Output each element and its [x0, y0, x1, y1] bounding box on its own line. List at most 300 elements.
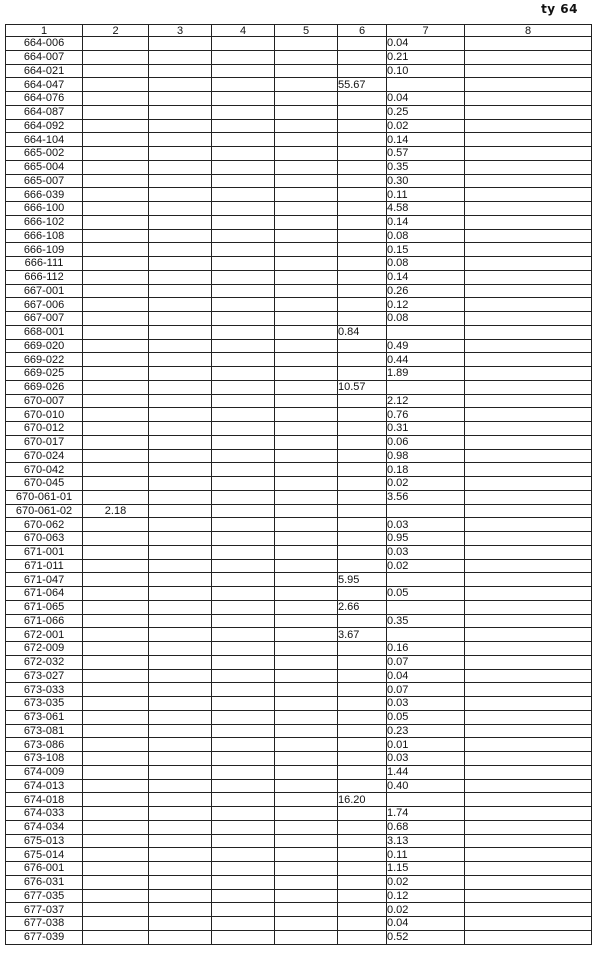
column-8-cell	[465, 614, 592, 628]
column-8-cell	[465, 862, 592, 876]
column-8-cell	[465, 683, 592, 697]
column-8-cell	[465, 930, 592, 944]
column-6-cell: 3.67	[338, 628, 387, 642]
table-row	[6, 449, 592, 463]
column-8-cell	[465, 367, 592, 381]
column-8-cell	[465, 257, 592, 271]
column-6-cell	[338, 174, 387, 188]
column-4-cell	[212, 655, 275, 669]
column-6-cell	[338, 490, 387, 504]
column-header-4: 4	[212, 25, 275, 37]
column-5-cell	[275, 257, 338, 271]
column-4-cell	[212, 573, 275, 587]
column-8-cell	[465, 229, 592, 243]
column-5-cell	[275, 683, 338, 697]
column-7-cell	[387, 573, 465, 587]
column-8-cell	[465, 655, 592, 669]
column-8-cell	[465, 105, 592, 119]
column-5-cell	[275, 325, 338, 339]
column-4-cell	[212, 834, 275, 848]
column-3-cell	[149, 105, 212, 119]
table-row	[6, 573, 592, 587]
table-row	[6, 367, 592, 381]
column-8-cell	[465, 697, 592, 711]
table-row	[6, 875, 592, 889]
column-7-cell: 0.10	[387, 64, 465, 78]
column-2-cell	[83, 215, 149, 229]
column-3-cell	[149, 862, 212, 876]
column-7-cell: 0.14	[387, 270, 465, 284]
table-row	[6, 188, 592, 202]
parcel-id-cell: 668-001	[6, 325, 83, 339]
table-row	[6, 834, 592, 848]
table-row	[6, 257, 592, 271]
column-3-cell	[149, 490, 212, 504]
column-3-cell	[149, 449, 212, 463]
column-7-cell: 0.03	[387, 752, 465, 766]
parcel-id-cell: 669-025	[6, 367, 83, 381]
column-5-cell	[275, 78, 338, 92]
column-3-cell	[149, 573, 212, 587]
column-5-cell	[275, 37, 338, 51]
column-4-cell	[212, 820, 275, 834]
column-7-cell: 0.04	[387, 917, 465, 931]
column-3-cell	[149, 793, 212, 807]
column-8-cell	[465, 765, 592, 779]
parcel-id-cell: 666-039	[6, 188, 83, 202]
column-5-cell	[275, 133, 338, 147]
column-5-cell	[275, 545, 338, 559]
column-3-cell	[149, 724, 212, 738]
column-8-cell	[465, 37, 592, 51]
parcel-id-cell: 674-033	[6, 807, 83, 821]
column-2-cell	[83, 119, 149, 133]
column-2-cell	[83, 243, 149, 257]
column-5-cell	[275, 669, 338, 683]
column-7-cell: 0.07	[387, 683, 465, 697]
table-row	[6, 752, 592, 766]
column-6-cell	[338, 807, 387, 821]
column-7-cell: 0.44	[387, 353, 465, 367]
column-6-cell: 2.66	[338, 600, 387, 614]
column-6-cell	[338, 243, 387, 257]
parcel-id-cell: 671-001	[6, 545, 83, 559]
column-7-cell: 3.13	[387, 834, 465, 848]
column-4-cell	[212, 133, 275, 147]
column-6-cell	[338, 875, 387, 889]
column-4-cell	[212, 889, 275, 903]
column-7-cell: 0.04	[387, 37, 465, 51]
column-2-cell	[83, 92, 149, 106]
column-2-cell	[83, 229, 149, 243]
column-8-cell	[465, 738, 592, 752]
column-3-cell	[149, 215, 212, 229]
parcel-id-cell: 671-011	[6, 559, 83, 573]
column-3-cell	[149, 78, 212, 92]
column-2-cell	[83, 642, 149, 656]
column-5-cell	[275, 408, 338, 422]
parcel-id-cell: 677-039	[6, 930, 83, 944]
column-4-cell	[212, 504, 275, 518]
column-2-cell	[83, 889, 149, 903]
table-row	[6, 298, 592, 312]
column-2-cell	[83, 820, 149, 834]
column-5-cell	[275, 518, 338, 532]
column-7-cell: 0.95	[387, 532, 465, 546]
column-5-cell	[275, 119, 338, 133]
column-4-cell	[212, 724, 275, 738]
column-4-cell	[212, 697, 275, 711]
parcel-id-cell: 672-032	[6, 655, 83, 669]
column-2-cell	[83, 848, 149, 862]
column-7-cell: 0.05	[387, 587, 465, 601]
column-5-cell	[275, 298, 338, 312]
table-row	[6, 793, 592, 807]
column-4-cell	[212, 202, 275, 216]
column-4-cell	[212, 862, 275, 876]
column-2-cell	[83, 257, 149, 271]
column-7-cell: 1.89	[387, 367, 465, 381]
column-5-cell	[275, 229, 338, 243]
column-6-cell	[338, 614, 387, 628]
column-2-cell: 2.18	[83, 504, 149, 518]
column-2-cell	[83, 270, 149, 284]
table-row	[6, 642, 592, 656]
column-2-cell	[83, 298, 149, 312]
parcel-id-cell: 664-104	[6, 133, 83, 147]
parcel-id-cell: 674-018	[6, 793, 83, 807]
column-6-cell	[338, 229, 387, 243]
column-5-cell	[275, 600, 338, 614]
column-6-cell	[338, 147, 387, 161]
column-2-cell	[83, 353, 149, 367]
parcel-id-cell: 667-001	[6, 284, 83, 298]
column-6-cell	[338, 669, 387, 683]
column-4-cell	[212, 229, 275, 243]
column-2-cell	[83, 752, 149, 766]
column-5-cell	[275, 889, 338, 903]
column-5-cell	[275, 559, 338, 573]
column-2-cell	[83, 669, 149, 683]
column-2-cell	[83, 408, 149, 422]
table-row	[6, 270, 592, 284]
table-row	[6, 862, 592, 876]
column-8-cell	[465, 325, 592, 339]
column-7-cell	[387, 78, 465, 92]
column-5-cell	[275, 930, 338, 944]
parcel-id-cell: 666-102	[6, 215, 83, 229]
column-4-cell	[212, 298, 275, 312]
column-2-cell	[83, 160, 149, 174]
column-7-cell: 0.08	[387, 312, 465, 326]
parcel-id-cell: 669-022	[6, 353, 83, 367]
column-4-cell	[212, 92, 275, 106]
column-3-cell	[149, 408, 212, 422]
column-7-cell: 0.52	[387, 930, 465, 944]
column-7-cell: 0.21	[387, 50, 465, 64]
column-5-cell	[275, 202, 338, 216]
column-4-cell	[212, 380, 275, 394]
column-3-cell	[149, 628, 212, 642]
column-5-cell	[275, 50, 338, 64]
table-row	[6, 408, 592, 422]
column-5-cell	[275, 807, 338, 821]
column-6-cell	[338, 270, 387, 284]
column-7-cell: 0.26	[387, 284, 465, 298]
parcel-id-cell: 675-013	[6, 834, 83, 848]
column-2-cell	[83, 614, 149, 628]
column-6-cell	[338, 422, 387, 436]
parcel-id-cell: 664-021	[6, 64, 83, 78]
table-row	[6, 312, 592, 326]
column-8-cell	[465, 78, 592, 92]
parcel-id-cell: 664-006	[6, 37, 83, 51]
column-7-cell: 4.58	[387, 202, 465, 216]
column-3-cell	[149, 834, 212, 848]
column-2-cell	[83, 105, 149, 119]
column-3-cell	[149, 504, 212, 518]
column-6-cell	[338, 559, 387, 573]
column-3-cell	[149, 394, 212, 408]
column-4-cell	[212, 793, 275, 807]
column-8-cell	[465, 422, 592, 436]
column-3-cell	[149, 174, 212, 188]
column-8-cell	[465, 573, 592, 587]
column-5-cell	[275, 504, 338, 518]
column-header-1: 1	[6, 25, 83, 37]
column-8-cell	[465, 724, 592, 738]
table-row	[6, 820, 592, 834]
column-5-cell	[275, 367, 338, 381]
column-2-cell	[83, 738, 149, 752]
column-5-cell	[275, 710, 338, 724]
column-5-cell	[275, 160, 338, 174]
column-3-cell	[149, 243, 212, 257]
column-2-cell	[83, 477, 149, 491]
column-5-cell	[275, 917, 338, 931]
column-8-cell	[465, 160, 592, 174]
column-8-cell	[465, 353, 592, 367]
column-6-cell	[338, 257, 387, 271]
column-2-cell	[83, 449, 149, 463]
table-row	[6, 284, 592, 298]
column-4-cell	[212, 394, 275, 408]
column-3-cell	[149, 710, 212, 724]
column-2-cell	[83, 37, 149, 51]
column-3-cell	[149, 270, 212, 284]
column-2-cell	[83, 683, 149, 697]
column-6-cell	[338, 312, 387, 326]
column-4-cell	[212, 752, 275, 766]
column-5-cell	[275, 188, 338, 202]
column-2-cell	[83, 312, 149, 326]
column-6-cell	[338, 655, 387, 669]
column-7-cell: 0.11	[387, 848, 465, 862]
column-5-cell	[275, 353, 338, 367]
column-3-cell	[149, 848, 212, 862]
column-8-cell	[465, 188, 592, 202]
column-4-cell	[212, 779, 275, 793]
column-3-cell	[149, 738, 212, 752]
column-6-cell	[338, 752, 387, 766]
column-3-cell	[149, 188, 212, 202]
column-4-cell	[212, 463, 275, 477]
column-2-cell	[83, 600, 149, 614]
column-6-cell	[338, 50, 387, 64]
column-4-cell	[212, 284, 275, 298]
column-8-cell	[465, 807, 592, 821]
column-8-cell	[465, 518, 592, 532]
column-4-cell	[212, 339, 275, 353]
column-7-cell: 0.18	[387, 463, 465, 477]
column-8-cell	[465, 463, 592, 477]
column-6-cell	[338, 188, 387, 202]
column-2-cell	[83, 655, 149, 669]
parcel-id-cell: 677-035	[6, 889, 83, 903]
column-6-cell	[338, 64, 387, 78]
column-5-cell	[275, 490, 338, 504]
column-7-cell: 0.23	[387, 724, 465, 738]
column-5-cell	[275, 532, 338, 546]
parcel-id-cell: 664-007	[6, 50, 83, 64]
column-8-cell	[465, 752, 592, 766]
column-7-cell	[387, 325, 465, 339]
parcel-id-cell: 672-001	[6, 628, 83, 642]
column-4-cell	[212, 477, 275, 491]
column-4-cell	[212, 147, 275, 161]
table-row	[6, 697, 592, 711]
column-7-cell	[387, 600, 465, 614]
table-row	[6, 903, 592, 917]
column-5-cell	[275, 463, 338, 477]
column-6-cell	[338, 724, 387, 738]
column-2-cell	[83, 532, 149, 546]
table-row	[6, 545, 592, 559]
column-5-cell	[275, 587, 338, 601]
column-3-cell	[149, 367, 212, 381]
parcel-id-cell: 674-013	[6, 779, 83, 793]
column-4-cell	[212, 903, 275, 917]
table-body	[6, 37, 592, 945]
column-8-cell	[465, 490, 592, 504]
column-2-cell	[83, 697, 149, 711]
table-row	[6, 174, 592, 188]
column-5-cell	[275, 422, 338, 436]
column-7-cell	[387, 793, 465, 807]
parcel-id-cell: 677-038	[6, 917, 83, 931]
column-3-cell	[149, 889, 212, 903]
column-5-cell	[275, 64, 338, 78]
column-8-cell	[465, 92, 592, 106]
column-2-cell	[83, 435, 149, 449]
column-2-cell	[83, 573, 149, 587]
table-row	[6, 518, 592, 532]
column-3-cell	[149, 642, 212, 656]
column-3-cell	[149, 422, 212, 436]
column-2-cell	[83, 367, 149, 381]
column-7-cell: 0.49	[387, 339, 465, 353]
column-4-cell	[212, 105, 275, 119]
column-8-cell	[465, 64, 592, 78]
column-8-cell	[465, 793, 592, 807]
column-4-cell	[212, 587, 275, 601]
column-8-cell	[465, 380, 592, 394]
parcel-id-cell: 665-007	[6, 174, 83, 188]
column-7-cell: 0.02	[387, 903, 465, 917]
column-4-cell	[212, 174, 275, 188]
column-8-cell	[465, 298, 592, 312]
column-3-cell	[149, 50, 212, 64]
column-4-cell	[212, 642, 275, 656]
table-row	[6, 889, 592, 903]
column-6-cell	[338, 284, 387, 298]
column-3-cell	[149, 917, 212, 931]
column-7-cell: 1.15	[387, 862, 465, 876]
column-header-8: 8	[465, 25, 592, 37]
column-3-cell	[149, 202, 212, 216]
parcel-id-cell: 666-108	[6, 229, 83, 243]
column-3-cell	[149, 587, 212, 601]
column-5-cell	[275, 793, 338, 807]
table-row	[6, 490, 592, 504]
column-3-cell	[149, 37, 212, 51]
parcel-id-cell: 673-108	[6, 752, 83, 766]
parcel-id-cell: 671-065	[6, 600, 83, 614]
parcel-id-cell: 665-004	[6, 160, 83, 174]
column-2-cell	[83, 64, 149, 78]
parcel-id-cell: 674-034	[6, 820, 83, 834]
column-8-cell	[465, 449, 592, 463]
column-5-cell	[275, 147, 338, 161]
parcel-id-cell: 673-081	[6, 724, 83, 738]
column-7-cell: 0.68	[387, 820, 465, 834]
column-8-cell	[465, 628, 592, 642]
table-row	[6, 477, 592, 491]
column-2-cell	[83, 325, 149, 339]
column-3-cell	[149, 779, 212, 793]
column-8-cell	[465, 875, 592, 889]
column-7-cell: 0.57	[387, 147, 465, 161]
table-header	[6, 25, 592, 37]
column-6-cell	[338, 545, 387, 559]
column-4-cell	[212, 449, 275, 463]
table-row	[6, 683, 592, 697]
column-7-cell: 3.56	[387, 490, 465, 504]
column-3-cell	[149, 229, 212, 243]
column-3-cell	[149, 477, 212, 491]
column-6-cell	[338, 683, 387, 697]
column-2-cell	[83, 628, 149, 642]
column-4-cell	[212, 628, 275, 642]
column-7-cell: 0.07	[387, 655, 465, 669]
column-4-cell	[212, 435, 275, 449]
column-6-cell	[338, 119, 387, 133]
column-2-cell	[83, 559, 149, 573]
parcel-id-cell: 664-076	[6, 92, 83, 106]
column-6-cell	[338, 642, 387, 656]
column-5-cell	[275, 903, 338, 917]
column-8-cell	[465, 889, 592, 903]
column-8-cell	[465, 545, 592, 559]
column-6-cell	[338, 408, 387, 422]
column-7-cell: 0.98	[387, 449, 465, 463]
column-8-cell	[465, 270, 592, 284]
table-row	[6, 243, 592, 257]
table-row	[6, 325, 592, 339]
column-4-cell	[212, 930, 275, 944]
column-3-cell	[149, 655, 212, 669]
column-7-cell: 0.08	[387, 229, 465, 243]
